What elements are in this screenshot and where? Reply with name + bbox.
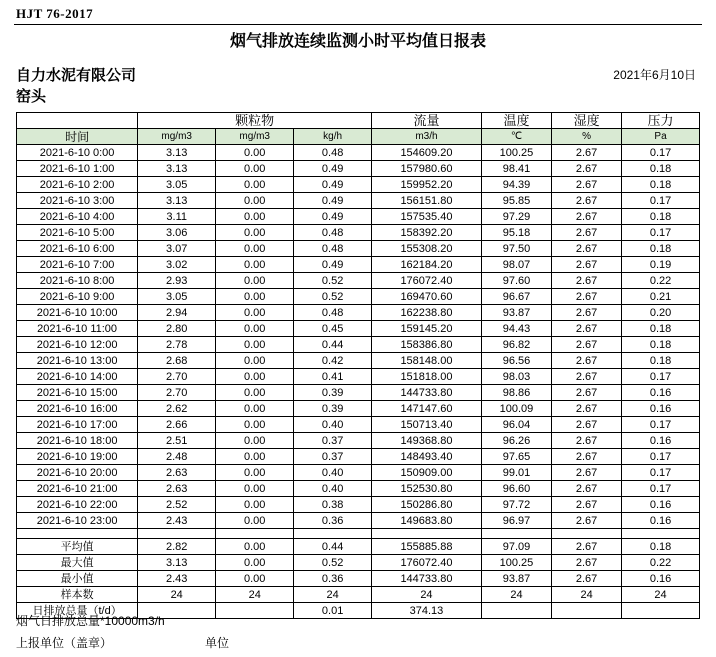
cell-b: 0.00: [216, 337, 294, 353]
cell-a: 2.78: [138, 337, 216, 353]
cell-c: 0.38: [294, 497, 372, 513]
cell-g: 0.16: [622, 385, 700, 401]
unit-header-cell-f: %: [552, 129, 622, 145]
page-title: 烟气排放连续监测小时平均值日报表: [229, 33, 486, 50]
spacer-cell: [138, 529, 216, 539]
cell-f: 2.67: [552, 257, 622, 273]
cell-d: 162184.20: [372, 257, 482, 273]
summary-e: 24: [481, 587, 551, 603]
table-row: [17, 385, 700, 401]
cell-g: 0.18: [622, 177, 700, 193]
cell-d: 151818.00: [372, 369, 482, 385]
summary-a: 3.13: [138, 555, 216, 571]
cell-g: 0.17: [622, 225, 700, 241]
summary-row-sample-count: [17, 587, 700, 603]
cell-time: 2021-6-10 6:00: [17, 241, 138, 257]
table-row: [17, 273, 700, 289]
cell-a: 2.94: [138, 305, 216, 321]
cell-g: 0.21: [622, 289, 700, 305]
summary-row-minimum: [17, 571, 700, 587]
cell-g: 0.17: [622, 145, 700, 161]
cell-c: 0.52: [294, 273, 372, 289]
cell-f: 2.67: [552, 209, 622, 225]
cell-d: 147147.60: [372, 401, 482, 417]
cell-time: 2021-6-10 11:00: [17, 321, 138, 337]
cell-a: 2.52: [138, 497, 216, 513]
cell-c: 0.40: [294, 417, 372, 433]
cell-e: 97.29: [481, 209, 551, 225]
cell-d: 155308.20: [372, 241, 482, 257]
cell-f: 2.67: [552, 241, 622, 257]
cell-c: 0.49: [294, 177, 372, 193]
cell-b: 0.00: [216, 385, 294, 401]
cell-b: 0.00: [216, 273, 294, 289]
cell-g: 0.18: [622, 209, 700, 225]
cell-b: 0.00: [216, 497, 294, 513]
cell-f: 2.67: [552, 225, 622, 241]
summary-row-average: [17, 539, 700, 555]
cell-f: 2.67: [552, 193, 622, 209]
unit-header-cell-d: m3/h: [372, 129, 482, 145]
cell-f: 2.67: [552, 353, 622, 369]
cell-d: 162238.80: [372, 305, 482, 321]
spacer-cell: [17, 529, 138, 539]
table-spacer-row: [17, 529, 700, 539]
cell-d: 158392.20: [372, 225, 482, 241]
summary-c: 24: [294, 587, 372, 603]
footnote-unit: 单位: [205, 636, 230, 650]
table-row: [17, 417, 700, 433]
cell-time: 2021-6-10 14:00: [17, 369, 138, 385]
cell-e: 98.41: [481, 161, 551, 177]
cell-d: 154609.20: [372, 145, 482, 161]
cell-f: 2.67: [552, 465, 622, 481]
cell-f: 2.67: [552, 449, 622, 465]
cell-c: 0.40: [294, 481, 372, 497]
cell-f: 2.67: [552, 481, 622, 497]
cell-c: 0.52: [294, 289, 372, 305]
source-name: 窑头: [16, 88, 47, 105]
summary-a: 2.82: [138, 539, 216, 555]
cell-g: 0.18: [622, 241, 700, 257]
cell-f: 2.67: [552, 321, 622, 337]
table-row: [17, 497, 700, 513]
summary-e: 97.09: [481, 539, 551, 555]
summary-b: [216, 603, 294, 619]
group-header-cell-0: [17, 113, 138, 129]
cell-d: 158148.00: [372, 353, 482, 369]
table-row: [17, 353, 700, 369]
unit-header-cell-c: kg/h: [294, 129, 372, 145]
table-row: [17, 513, 700, 529]
summary-label: 样本数: [17, 587, 138, 603]
cell-a: 2.70: [138, 369, 216, 385]
summary-d: 176072.40: [372, 555, 482, 571]
cell-b: 0.00: [216, 305, 294, 321]
cell-c: 0.49: [294, 257, 372, 273]
summary-b: 0.00: [216, 539, 294, 555]
standard-code: HJT 76-2017: [16, 6, 94, 21]
table-unit-header-row: [17, 129, 700, 145]
cell-f: 2.67: [552, 369, 622, 385]
spacer-cell: [372, 529, 482, 539]
cell-f: 2.67: [552, 161, 622, 177]
cell-d: 144733.80: [372, 385, 482, 401]
cell-f: 2.67: [552, 273, 622, 289]
summary-g: 0.22: [622, 555, 700, 571]
cell-c: 0.39: [294, 401, 372, 417]
cell-c: 0.48: [294, 241, 372, 257]
cell-f: 2.67: [552, 497, 622, 513]
cell-time: 2021-6-10 23:00: [17, 513, 138, 529]
cell-g: 0.17: [622, 417, 700, 433]
cell-d: 157980.60: [372, 161, 482, 177]
summary-c: 0.52: [294, 555, 372, 571]
cell-c: 0.44: [294, 337, 372, 353]
summary-b: 0.00: [216, 555, 294, 571]
cell-e: 97.50: [481, 241, 551, 257]
summary-c: 0.44: [294, 539, 372, 555]
cell-a: 2.62: [138, 401, 216, 417]
cell-d: 159952.20: [372, 177, 482, 193]
cell-time: 2021-6-10 13:00: [17, 353, 138, 369]
table-row: [17, 209, 700, 225]
cell-time: 2021-6-10 8:00: [17, 273, 138, 289]
cell-b: 0.00: [216, 193, 294, 209]
cell-b: 0.00: [216, 241, 294, 257]
cell-e: 93.87: [481, 305, 551, 321]
cell-c: 0.48: [294, 145, 372, 161]
cell-c: 0.49: [294, 161, 372, 177]
summary-g: 0.18: [622, 539, 700, 555]
cell-time: 2021-6-10 12:00: [17, 337, 138, 353]
cell-e: 96.60: [481, 481, 551, 497]
cell-e: 100.09: [481, 401, 551, 417]
cell-e: 96.97: [481, 513, 551, 529]
table-row: [17, 337, 700, 353]
cell-b: 0.00: [216, 465, 294, 481]
summary-e: [481, 603, 551, 619]
company-name: 自力水泥有限公司: [16, 67, 137, 84]
cell-e: 97.65: [481, 449, 551, 465]
table-row: [17, 401, 700, 417]
cell-g: 0.17: [622, 449, 700, 465]
cell-d: 150286.80: [372, 497, 482, 513]
cell-f: 2.67: [552, 385, 622, 401]
table-row: [17, 433, 700, 449]
summary-d: 144733.80: [372, 571, 482, 587]
group-header-cell-7: 压力: [622, 113, 700, 129]
cell-d: 159145.20: [372, 321, 482, 337]
cell-c: 0.42: [294, 353, 372, 369]
cell-c: 0.40: [294, 465, 372, 481]
spacer-cell: [622, 529, 700, 539]
cell-a: 2.93: [138, 273, 216, 289]
spacer-cell: [481, 529, 551, 539]
unit-header-cell-a: mg/m3: [138, 129, 216, 145]
summary-g: 0.16: [622, 571, 700, 587]
cell-time: 2021-6-10 22:00: [17, 497, 138, 513]
cell-c: 0.49: [294, 193, 372, 209]
cell-time: 2021-6-10 5:00: [17, 225, 138, 241]
cell-b: 0.00: [216, 401, 294, 417]
cell-b: 0.00: [216, 177, 294, 193]
summary-row-maximum: [17, 555, 700, 571]
spacer-cell: [294, 529, 372, 539]
cell-c: 0.37: [294, 449, 372, 465]
cell-a: 2.70: [138, 385, 216, 401]
cell-b: 0.00: [216, 433, 294, 449]
cell-d: 176072.40: [372, 273, 482, 289]
cell-d: 150909.00: [372, 465, 482, 481]
cell-d: 157535.40: [372, 209, 482, 225]
summary-b: 24: [216, 587, 294, 603]
cell-a: 2.51: [138, 433, 216, 449]
cell-time: 2021-6-10 20:00: [17, 465, 138, 481]
summary-f: [552, 603, 622, 619]
cell-b: 0.00: [216, 257, 294, 273]
footnote-emission-total: 烟气日排放总量*10000m3/h: [16, 614, 165, 628]
cell-d: 169470.60: [372, 289, 482, 305]
cell-a: 3.07: [138, 241, 216, 257]
table-row: [17, 193, 700, 209]
summary-d: 155885.88: [372, 539, 482, 555]
cell-a: 3.06: [138, 225, 216, 241]
cell-g: 0.17: [622, 193, 700, 209]
table-row: [17, 161, 700, 177]
group-header-cell-1: 颗粒物: [138, 113, 372, 129]
cell-b: 0.00: [216, 145, 294, 161]
cell-f: 2.67: [552, 289, 622, 305]
cell-e: 98.86: [481, 385, 551, 401]
summary-g: 24: [622, 587, 700, 603]
cell-c: 0.45: [294, 321, 372, 337]
summary-g: [622, 603, 700, 619]
cell-e: 97.72: [481, 497, 551, 513]
cell-f: 2.67: [552, 417, 622, 433]
cell-e: 100.25: [481, 145, 551, 161]
summary-b: 0.00: [216, 571, 294, 587]
cell-f: 2.67: [552, 513, 622, 529]
unit-header-cell-g: Pa: [622, 129, 700, 145]
cell-a: 2.63: [138, 481, 216, 497]
cell-time: 2021-6-10 1:00: [17, 161, 138, 177]
table-row: [17, 257, 700, 273]
summary-f: 2.67: [552, 539, 622, 555]
summary-d: 374.13: [372, 603, 482, 619]
cell-c: 0.48: [294, 225, 372, 241]
cell-b: 0.00: [216, 161, 294, 177]
cell-e: 98.03: [481, 369, 551, 385]
cell-g: 0.16: [622, 433, 700, 449]
cell-g: 0.18: [622, 321, 700, 337]
group-header-cell-5: 温度: [481, 113, 551, 129]
cell-e: 96.82: [481, 337, 551, 353]
cell-time: 2021-6-10 9:00: [17, 289, 138, 305]
table-row: [17, 225, 700, 241]
cell-a: 2.43: [138, 513, 216, 529]
cell-a: 3.13: [138, 161, 216, 177]
table-row: [17, 481, 700, 497]
unit-header-cell-b: mg/m3: [216, 129, 294, 145]
cell-b: 0.00: [216, 225, 294, 241]
cell-b: 0.00: [216, 353, 294, 369]
cell-b: 0.00: [216, 481, 294, 497]
cell-d: 148493.40: [372, 449, 482, 465]
cell-time: 2021-6-10 17:00: [17, 417, 138, 433]
cell-f: 2.67: [552, 305, 622, 321]
cell-e: 95.85: [481, 193, 551, 209]
cell-a: 2.66: [138, 417, 216, 433]
summary-c: 0.36: [294, 571, 372, 587]
cell-b: 0.00: [216, 449, 294, 465]
summary-f: 2.67: [552, 555, 622, 571]
cell-e: 97.60: [481, 273, 551, 289]
cell-time: 2021-6-10 4:00: [17, 209, 138, 225]
cell-d: 152530.80: [372, 481, 482, 497]
cell-b: 0.00: [216, 209, 294, 225]
summary-label: 平均值: [17, 539, 138, 555]
cell-e: 94.39: [481, 177, 551, 193]
cell-e: 96.67: [481, 289, 551, 305]
cell-c: 0.39: [294, 385, 372, 401]
cell-b: 0.00: [216, 289, 294, 305]
cell-time: 2021-6-10 16:00: [17, 401, 138, 417]
cell-d: 150713.40: [372, 417, 482, 433]
group-header-cell-6: 湿度: [552, 113, 622, 129]
footnote-reporting-unit: 上报单位（盖章）: [16, 636, 113, 650]
cell-e: 95.18: [481, 225, 551, 241]
cell-f: 2.67: [552, 145, 622, 161]
cell-g: 0.17: [622, 369, 700, 385]
summary-a: 24: [138, 587, 216, 603]
cell-g: 0.18: [622, 337, 700, 353]
cell-f: 2.67: [552, 177, 622, 193]
cell-c: 0.49: [294, 209, 372, 225]
cell-c: 0.36: [294, 513, 372, 529]
cell-e: 96.56: [481, 353, 551, 369]
cell-a: 3.13: [138, 193, 216, 209]
summary-f: 24: [552, 587, 622, 603]
cell-a: 3.13: [138, 145, 216, 161]
summary-e: 93.87: [481, 571, 551, 587]
spacer-cell: [216, 529, 294, 539]
cell-a: 2.80: [138, 321, 216, 337]
cell-b: 0.00: [216, 321, 294, 337]
cell-f: 2.67: [552, 433, 622, 449]
summary-label: 日排放总量（t/d）: [17, 603, 138, 619]
cell-f: 2.67: [552, 401, 622, 417]
cell-time: 2021-6-10 3:00: [17, 193, 138, 209]
cell-time: 2021-6-10 0:00: [17, 145, 138, 161]
cell-d: 156151.80: [372, 193, 482, 209]
cell-e: 98.07: [481, 257, 551, 273]
cell-g: 0.16: [622, 401, 700, 417]
table-row: [17, 145, 700, 161]
table-row: [17, 321, 700, 337]
cell-c: 0.37: [294, 433, 372, 449]
cell-g: 0.17: [622, 481, 700, 497]
cell-b: 0.00: [216, 369, 294, 385]
cell-f: 2.67: [552, 337, 622, 353]
cell-g: 0.18: [622, 353, 700, 369]
cell-b: 0.00: [216, 417, 294, 433]
spacer-cell: [552, 529, 622, 539]
cell-g: 0.22: [622, 273, 700, 289]
report-date: 2021年6月10日: [613, 68, 696, 82]
cell-d: 149683.80: [372, 513, 482, 529]
cell-e: 96.26: [481, 433, 551, 449]
summary-label: 最小值: [17, 571, 138, 587]
table-row: [17, 369, 700, 385]
summary-a: 2.43: [138, 571, 216, 587]
unit-header-cell-time: 时间: [17, 129, 138, 145]
cell-g: 0.19: [622, 257, 700, 273]
summary-f: 2.67: [552, 571, 622, 587]
cell-a: 2.48: [138, 449, 216, 465]
cell-d: 158386.80: [372, 337, 482, 353]
cell-c: 0.48: [294, 305, 372, 321]
header-divider: [14, 24, 702, 25]
cell-time: 2021-6-10 10:00: [17, 305, 138, 321]
table-group-header-row: [17, 113, 700, 129]
table-row: [17, 465, 700, 481]
cell-a: 2.68: [138, 353, 216, 369]
cell-a: 3.11: [138, 209, 216, 225]
table-row: [17, 177, 700, 193]
summary-c: 0.01: [294, 603, 372, 619]
cell-g: 0.20: [622, 305, 700, 321]
cell-time: 2021-6-10 2:00: [17, 177, 138, 193]
unit-header-cell-e: ℃: [481, 129, 551, 145]
cell-a: 2.63: [138, 465, 216, 481]
cell-time: 2021-6-10 15:00: [17, 385, 138, 401]
cell-g: 0.16: [622, 513, 700, 529]
summary-e: 100.25: [481, 555, 551, 571]
cell-time: 2021-6-10 7:00: [17, 257, 138, 273]
summary-label: 最大值: [17, 555, 138, 571]
cell-a: 3.02: [138, 257, 216, 273]
cell-g: 0.18: [622, 161, 700, 177]
cell-c: 0.41: [294, 369, 372, 385]
cell-b: 0.00: [216, 513, 294, 529]
summary-d: 24: [372, 587, 482, 603]
cell-d: 149368.80: [372, 433, 482, 449]
cell-a: 3.05: [138, 289, 216, 305]
cell-time: 2021-6-10 19:00: [17, 449, 138, 465]
cell-a: 3.05: [138, 177, 216, 193]
cell-e: 94.43: [481, 321, 551, 337]
cell-g: 0.17: [622, 465, 700, 481]
cell-e: 96.04: [481, 417, 551, 433]
cell-g: 0.16: [622, 497, 700, 513]
emission-data-table: [16, 112, 700, 619]
cell-time: 2021-6-10 18:00: [17, 433, 138, 449]
cell-time: 2021-6-10 21:00: [17, 481, 138, 497]
table-row: [17, 449, 700, 465]
group-header-cell-4: 流量: [372, 113, 482, 129]
table-row: [17, 241, 700, 257]
table-row: [17, 305, 700, 321]
cell-e: 99.01: [481, 465, 551, 481]
table-row: [17, 289, 700, 305]
